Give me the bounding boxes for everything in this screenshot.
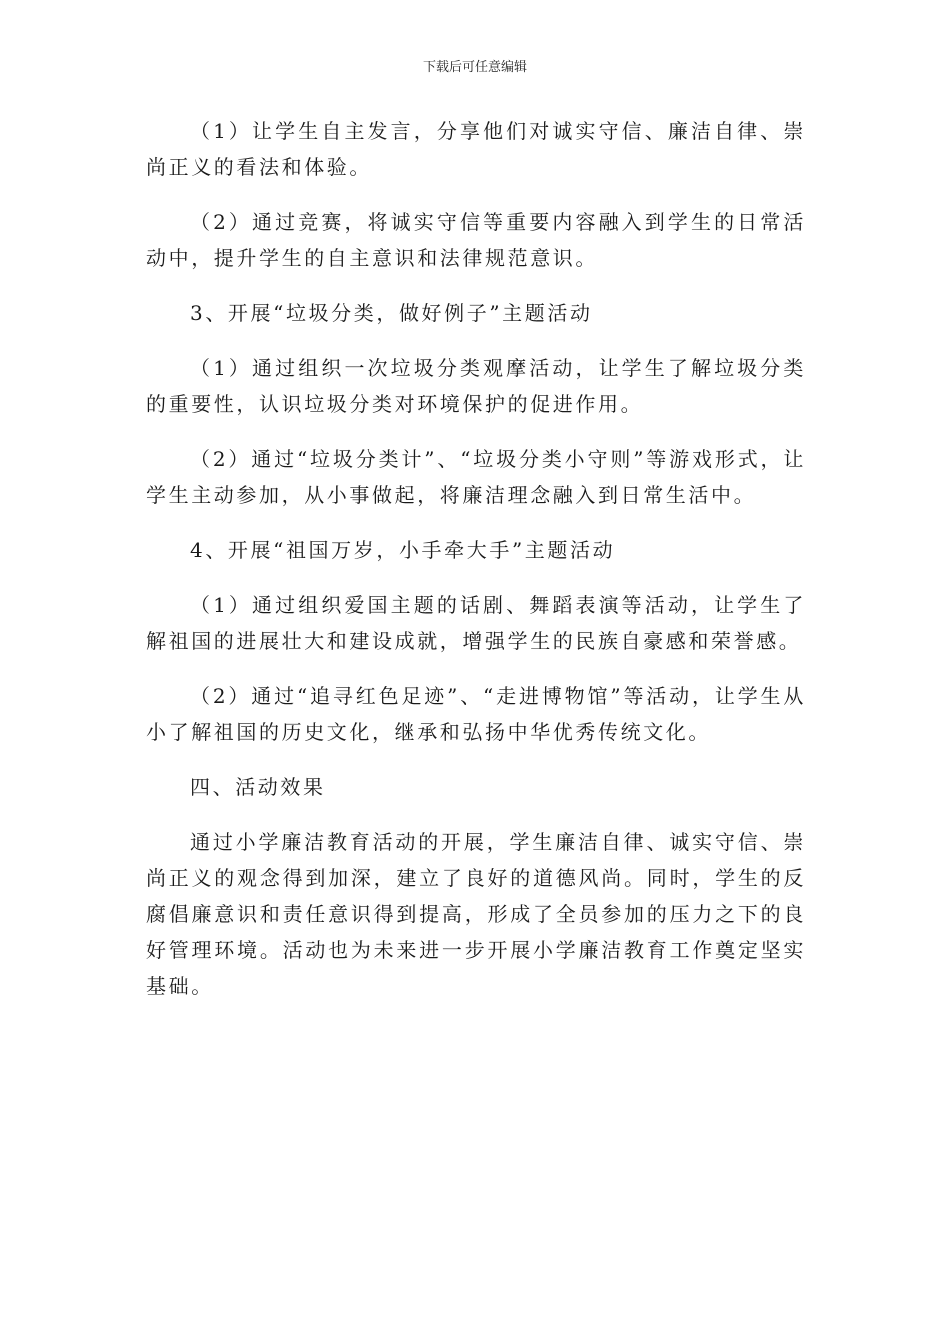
paragraph-red-footprints: （2）通过“追寻红色足迹”、“走进博物馆”等活动，让学生从小了解祖国的历史文化，继承和弘扬中华优秀传统文化。 <box>146 684 806 744</box>
paragraph-free-speech: （1）让学生自主发言，分享他们对诚实守信、廉洁自律、崇尚正义的看法和体验。 <box>146 119 806 179</box>
paragraph-results-summary: 通过小学廉洁教育活动的开展，学生廉洁自律、诚实守信、崇尚正义的观念得到加深，建立了良好的道德风尚。同时，学生的反腐倡廉意识和责任意识得到提高，形成了全员参加的压力之下的良好管理环境。活动也为未来进一步开展小学廉洁教育工作奠定坚实基础。 <box>146 830 806 998</box>
heading-garbage-sorting: 3、开展“垃圾分类，做好例子”主题活动 <box>190 301 593 325</box>
document-body <box>146 113 806 1023</box>
heading-motherland: 4、开展“祖国万岁，小手牵大手”主题活动 <box>190 538 616 562</box>
paragraph-patriotic-performance: （1）通过组织爱国主题的话剧、舞蹈表演等活动，让学生了解祖国的进展壮大和建设成就，增强学生的民族自豪感和荣誉感。 <box>146 593 806 653</box>
heading-activity-results: 四、活动效果 <box>190 775 326 799</box>
paragraph-sorting-games: （2）通过“垃圾分类计”、“垃圾分类小守则”等游戏形式，让学生主动参加，从小事做起，将廉洁理念融入到日常生活中。 <box>146 447 806 507</box>
paragraph-competition: （2）通过竞赛，将诚实守信等重要内容融入到学生的日常活动中，提升学生的自主意识和法律规范意识。 <box>146 210 806 270</box>
download-editable-note: 下载后可任意编辑 <box>422 60 527 75</box>
paragraph-sorting-observation: （1）通过组织一次垃圾分类观摩活动，让学生了解垃圾分类的重要性，认识垃圾分类对环境保护的促进作用。 <box>146 356 806 416</box>
